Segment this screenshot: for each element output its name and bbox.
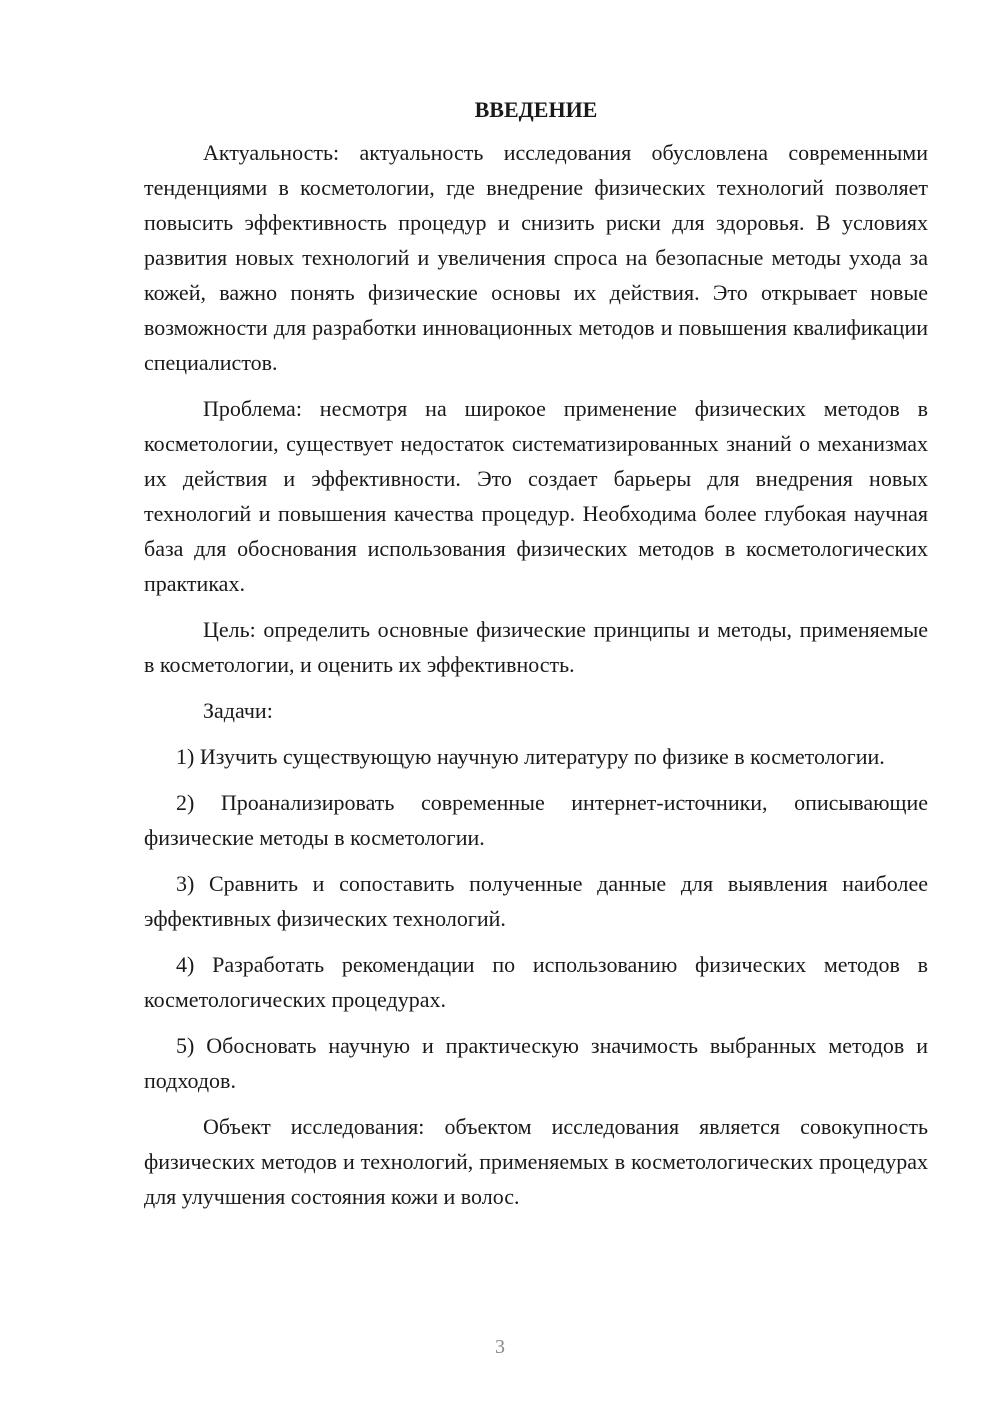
task-item-5: 5) Обосновать научную и практическую значимость выбранных методов и подходов.: [144, 1033, 928, 1093]
paragraph-object: Объект исследования: объектом исследования является совокупность физических методов и технологий, применяемых в косметологических процедурах для улучшения состояния кожи и волос.: [144, 1114, 928, 1209]
paragraph-goal: Цель: определить основные физические принципы и методы, применяемые в косметологии, и оценить их эффективность.: [144, 617, 928, 677]
task-item-4: 4) Разработать рекомендации по использованию физических методов в косметологических процедурах.: [144, 952, 928, 1012]
paragraph-problem: Проблема: несмотря на широкое применение физических методов в косметологии, существует недостаток систематизированных знаний о механизмах их действия и эффективности. Это создает барьеры для внедрения новых технологий и повышения качества процедур. Необходима более глубокая научная база для обоснования использования физических методов в косметологических практиках.: [144, 396, 928, 596]
paragraph-relevance: Актуальность: актуальность исследования обусловлена современными тенденциями в косметологии, где внедрение физических технологий позволяет повысить эффективность процедур и снизить риски для здоровья. В условиях развития новых технологий и увеличения спроса на безопасные методы ухода за кожей, важно понять физические основы их действия. Это открывает новые возможности для разработки инновационных методов и повышения квалификации специалистов.: [144, 140, 928, 375]
task-item-3: 3) Сравнить и сопоставить полученные данные для выявления наиболее эффективных физических технологий.: [144, 871, 928, 931]
tasks-label: Задачи:: [203, 698, 273, 723]
document-page: [144, 92, 928, 1225]
section-heading: ВВЕДЕНИЕ: [474, 97, 598, 122]
task-item-1: 1) Изучить существующую научную литературу по физике в косметологии.: [176, 744, 885, 769]
page-number: 3: [495, 1336, 505, 1358]
task-item-2: 2) Проанализировать современные интернет-источники, описывающие физические методы в косметологии.: [144, 790, 928, 850]
